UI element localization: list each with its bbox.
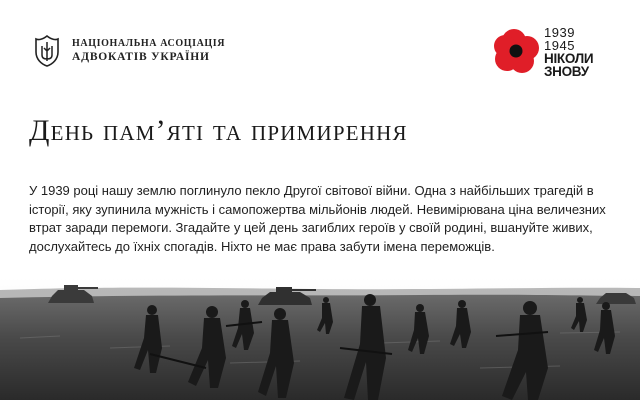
campaign-slogan-line1: НІКОЛИ	[544, 51, 594, 66]
campaign-year-end: 1945	[544, 38, 575, 53]
campaign-mark	[544, 26, 593, 78]
organization-name	[72, 38, 225, 64]
campaign-slogan-line2: ЗНОВУ	[544, 64, 589, 79]
organization-name-line1: НАЦІОНАЛЬНА АСОЦІАЦІЯ	[72, 38, 226, 49]
page-title: День пам’яті та примирення	[29, 114, 408, 147]
trident-shield-icon	[30, 34, 64, 68]
organization-name-line2: АДВОКАТІВ УКРАЇНИ	[72, 51, 210, 63]
campaign-year-start: 1939	[544, 25, 575, 40]
red-poppy-icon	[492, 26, 542, 76]
battlefield-photo	[0, 278, 640, 400]
body-text: У 1939 році нашу землю поглинуло пекло Другої світової війни. Одна з найбільших трагедій в історії, яку зупинила мужність і самопожертва мільйонів людей. Невимірювана ціна величезних втрат заради перемоги. Згадайте у цей день загиблих героїв у своїй родині, вшануйте живих, дослухайтесь до їхніх спогадів. Ніхто не має права забути імена переможців.	[29, 183, 606, 254]
